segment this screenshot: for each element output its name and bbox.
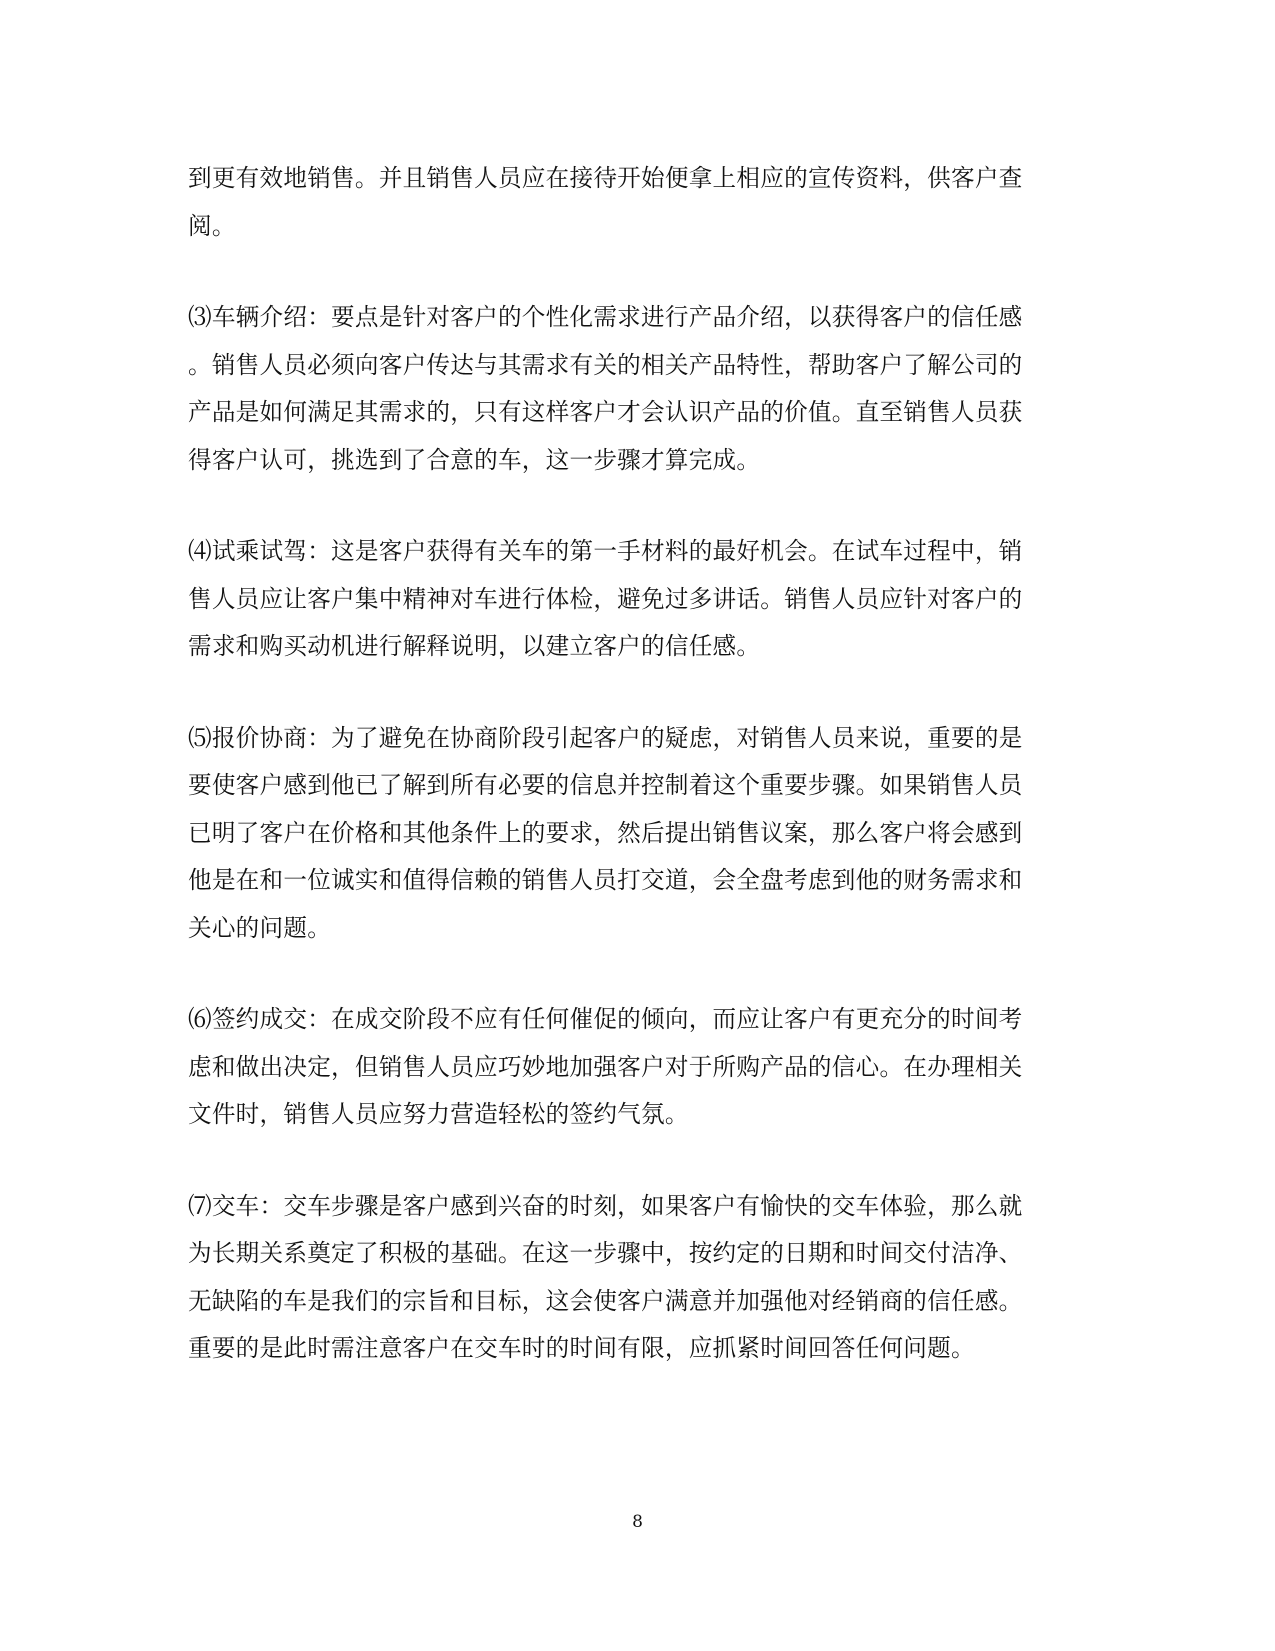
text-line: 无缺陷的车是我们的宗旨和目标，这会使客户满意并加强他对经销商的信任感。 bbox=[188, 1286, 1023, 1315]
paragraph-test-drive bbox=[188, 528, 1070, 671]
text-line: 阅。 bbox=[188, 211, 236, 240]
text-line: 重要的是此时需注意客户在交车时的时间有限，应抓紧时间回答任何问题。 bbox=[188, 1334, 975, 1362]
paragraph-price-negotiation bbox=[188, 715, 1070, 953]
text-line: 到更有效地销售。并且销售人员应在接待开始便拿上相应的宣传资料，供客户查 bbox=[188, 164, 1023, 192]
paragraph-signing-deal bbox=[188, 996, 1070, 1139]
text-line: 要使客户感到他已了解到所有必要的信息并控制着这个重要步骤。如果销售人员 bbox=[188, 771, 1023, 799]
text-line: 为长期关系奠定了积极的基础。在这一步骤中，按约定的日期和时间交付洁净、 bbox=[188, 1239, 1023, 1267]
text-line: 虑和做出决定，但销售人员应巧妙地加强客户对于所购产品的信心。在办理相关 bbox=[188, 1052, 1023, 1081]
text-line: ⑹签约成交：在成交阶段不应有任何催促的倾向，而应让客户有更充分的时间考 bbox=[188, 1005, 1023, 1033]
text-line: 他是在和一位诚实和值得信赖的销售人员打交道，会全盘考虑到他的财务需求和 bbox=[188, 866, 1023, 894]
text-line: 已明了客户在价格和其他条件上的要求，然后提出销售议案，那么客户将会感到 bbox=[188, 818, 1023, 847]
paragraph-vehicle-introduction bbox=[188, 294, 1070, 484]
text-line: ⑶车辆介绍：要点是针对客户的个性化需求进行产品介绍，以获得客户的信任感 bbox=[188, 303, 1023, 331]
text-line: ⑺交车：交车步骤是客户感到兴奋的时刻，如果客户有愉快的交车体验，那么就 bbox=[188, 1191, 1023, 1220]
text-line: 得客户认可，挑选到了合意的车，这一步骤才算完成。 bbox=[188, 445, 761, 474]
body-text bbox=[188, 155, 1070, 1373]
page-number: 8 bbox=[632, 1512, 643, 1532]
text-line: 关心的问题。 bbox=[188, 913, 332, 942]
text-line: 产品是如何满足其需求的，只有这样客户才会认识产品的价值。直至销售人员获 bbox=[188, 398, 1023, 426]
text-line: 需求和购买动机进行解释说明，以建立客户的信任感。 bbox=[188, 632, 761, 660]
paragraph-vehicle-delivery bbox=[188, 1183, 1070, 1373]
text-line: ⑸报价协商：为了避免在协商阶段引起客户的疑虑，对销售人员来说，重要的是 bbox=[188, 723, 1023, 752]
text-line: ⑷试乘试驾：这是客户获得有关车的第一手材料的最好机会。在试车过程中，销 bbox=[188, 537, 1023, 565]
text-line: 文件时，销售人员应努力营造轻松的签约气氛。 bbox=[188, 1100, 689, 1128]
text-line: 售人员应让客户集中精神对车进行体检，避免过多讲话。销售人员应针对客户的 bbox=[188, 584, 1023, 613]
text-line: 。销售人员必须向客户传达与其需求有关的相关产品特性，帮助客户了解公司的 bbox=[188, 350, 1023, 379]
paragraph-intro-continuation bbox=[188, 155, 1070, 250]
